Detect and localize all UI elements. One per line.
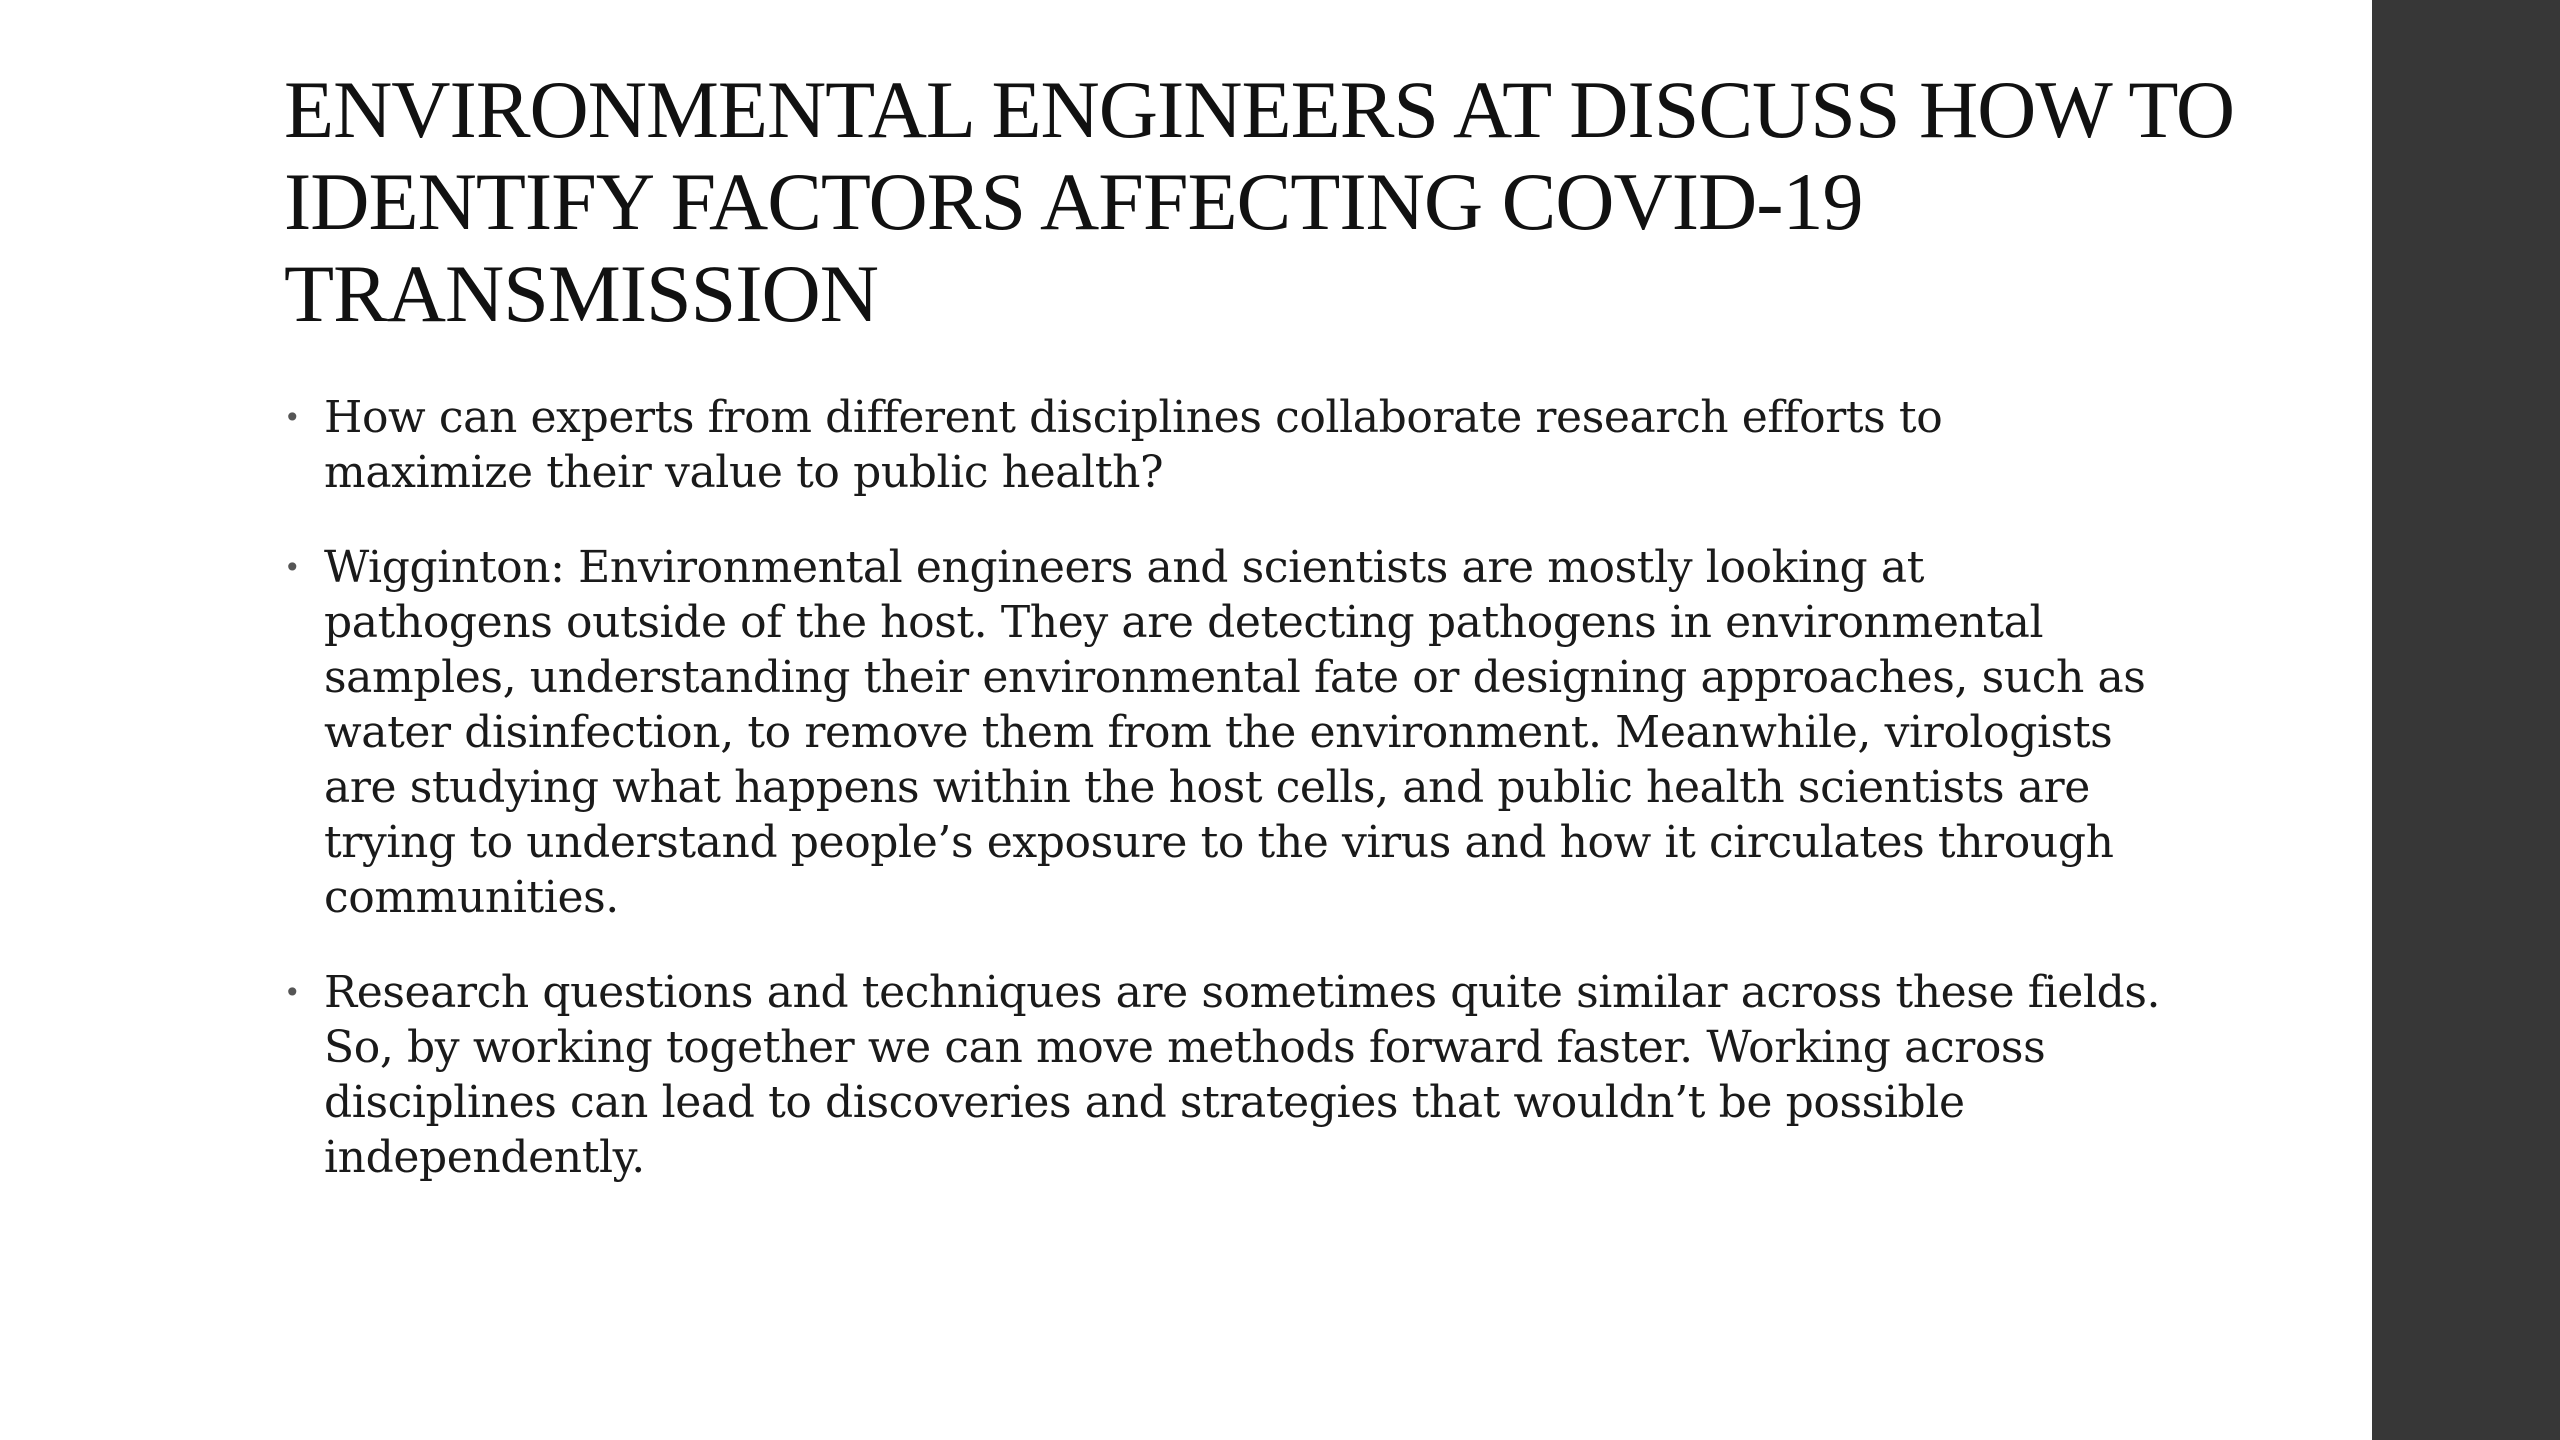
bullet-text: How can experts from different disciplines collaborate research efforts to maximize their value to public health? [324, 392, 1943, 498]
bullet-item [284, 540, 2164, 925]
bullet-list [284, 390, 2164, 1225]
bullet-text: Wigginton: Environmental engineers and scientists are mostly looking at pathogens outside of the host. They are detecting pathogens in environmental samples, understanding their environmental fate or designing approaches, such as water disinfection, to remove them from the environment. Meanwhile, virologists are studying what happens within the host cells, and public health scientists are trying to understand people’s exposure to the virus and how it circulates through communities. [324, 542, 2146, 923]
bullet-item [284, 390, 2164, 500]
bullet-marker: • [284, 551, 301, 584]
bullet-marker: • [284, 401, 301, 434]
side-bar [2372, 0, 2560, 1440]
bullet-marker: • [284, 976, 301, 1009]
bullet-text: Research questions and techniques are sometimes quite similar across these fields. So, by working together we can move methods forward faster. Working across disciplines can lead to discoveries and strategies that wouldn’t be possible independently. [324, 967, 2161, 1183]
slide-title: ENVIRONMENTAL ENGINEERS AT DISCUSS HOW TO IDENTIFY FACTORS AFFECTING COVID-19 TRANSMISSION [284, 64, 2235, 339]
bullet-item [284, 965, 2164, 1185]
